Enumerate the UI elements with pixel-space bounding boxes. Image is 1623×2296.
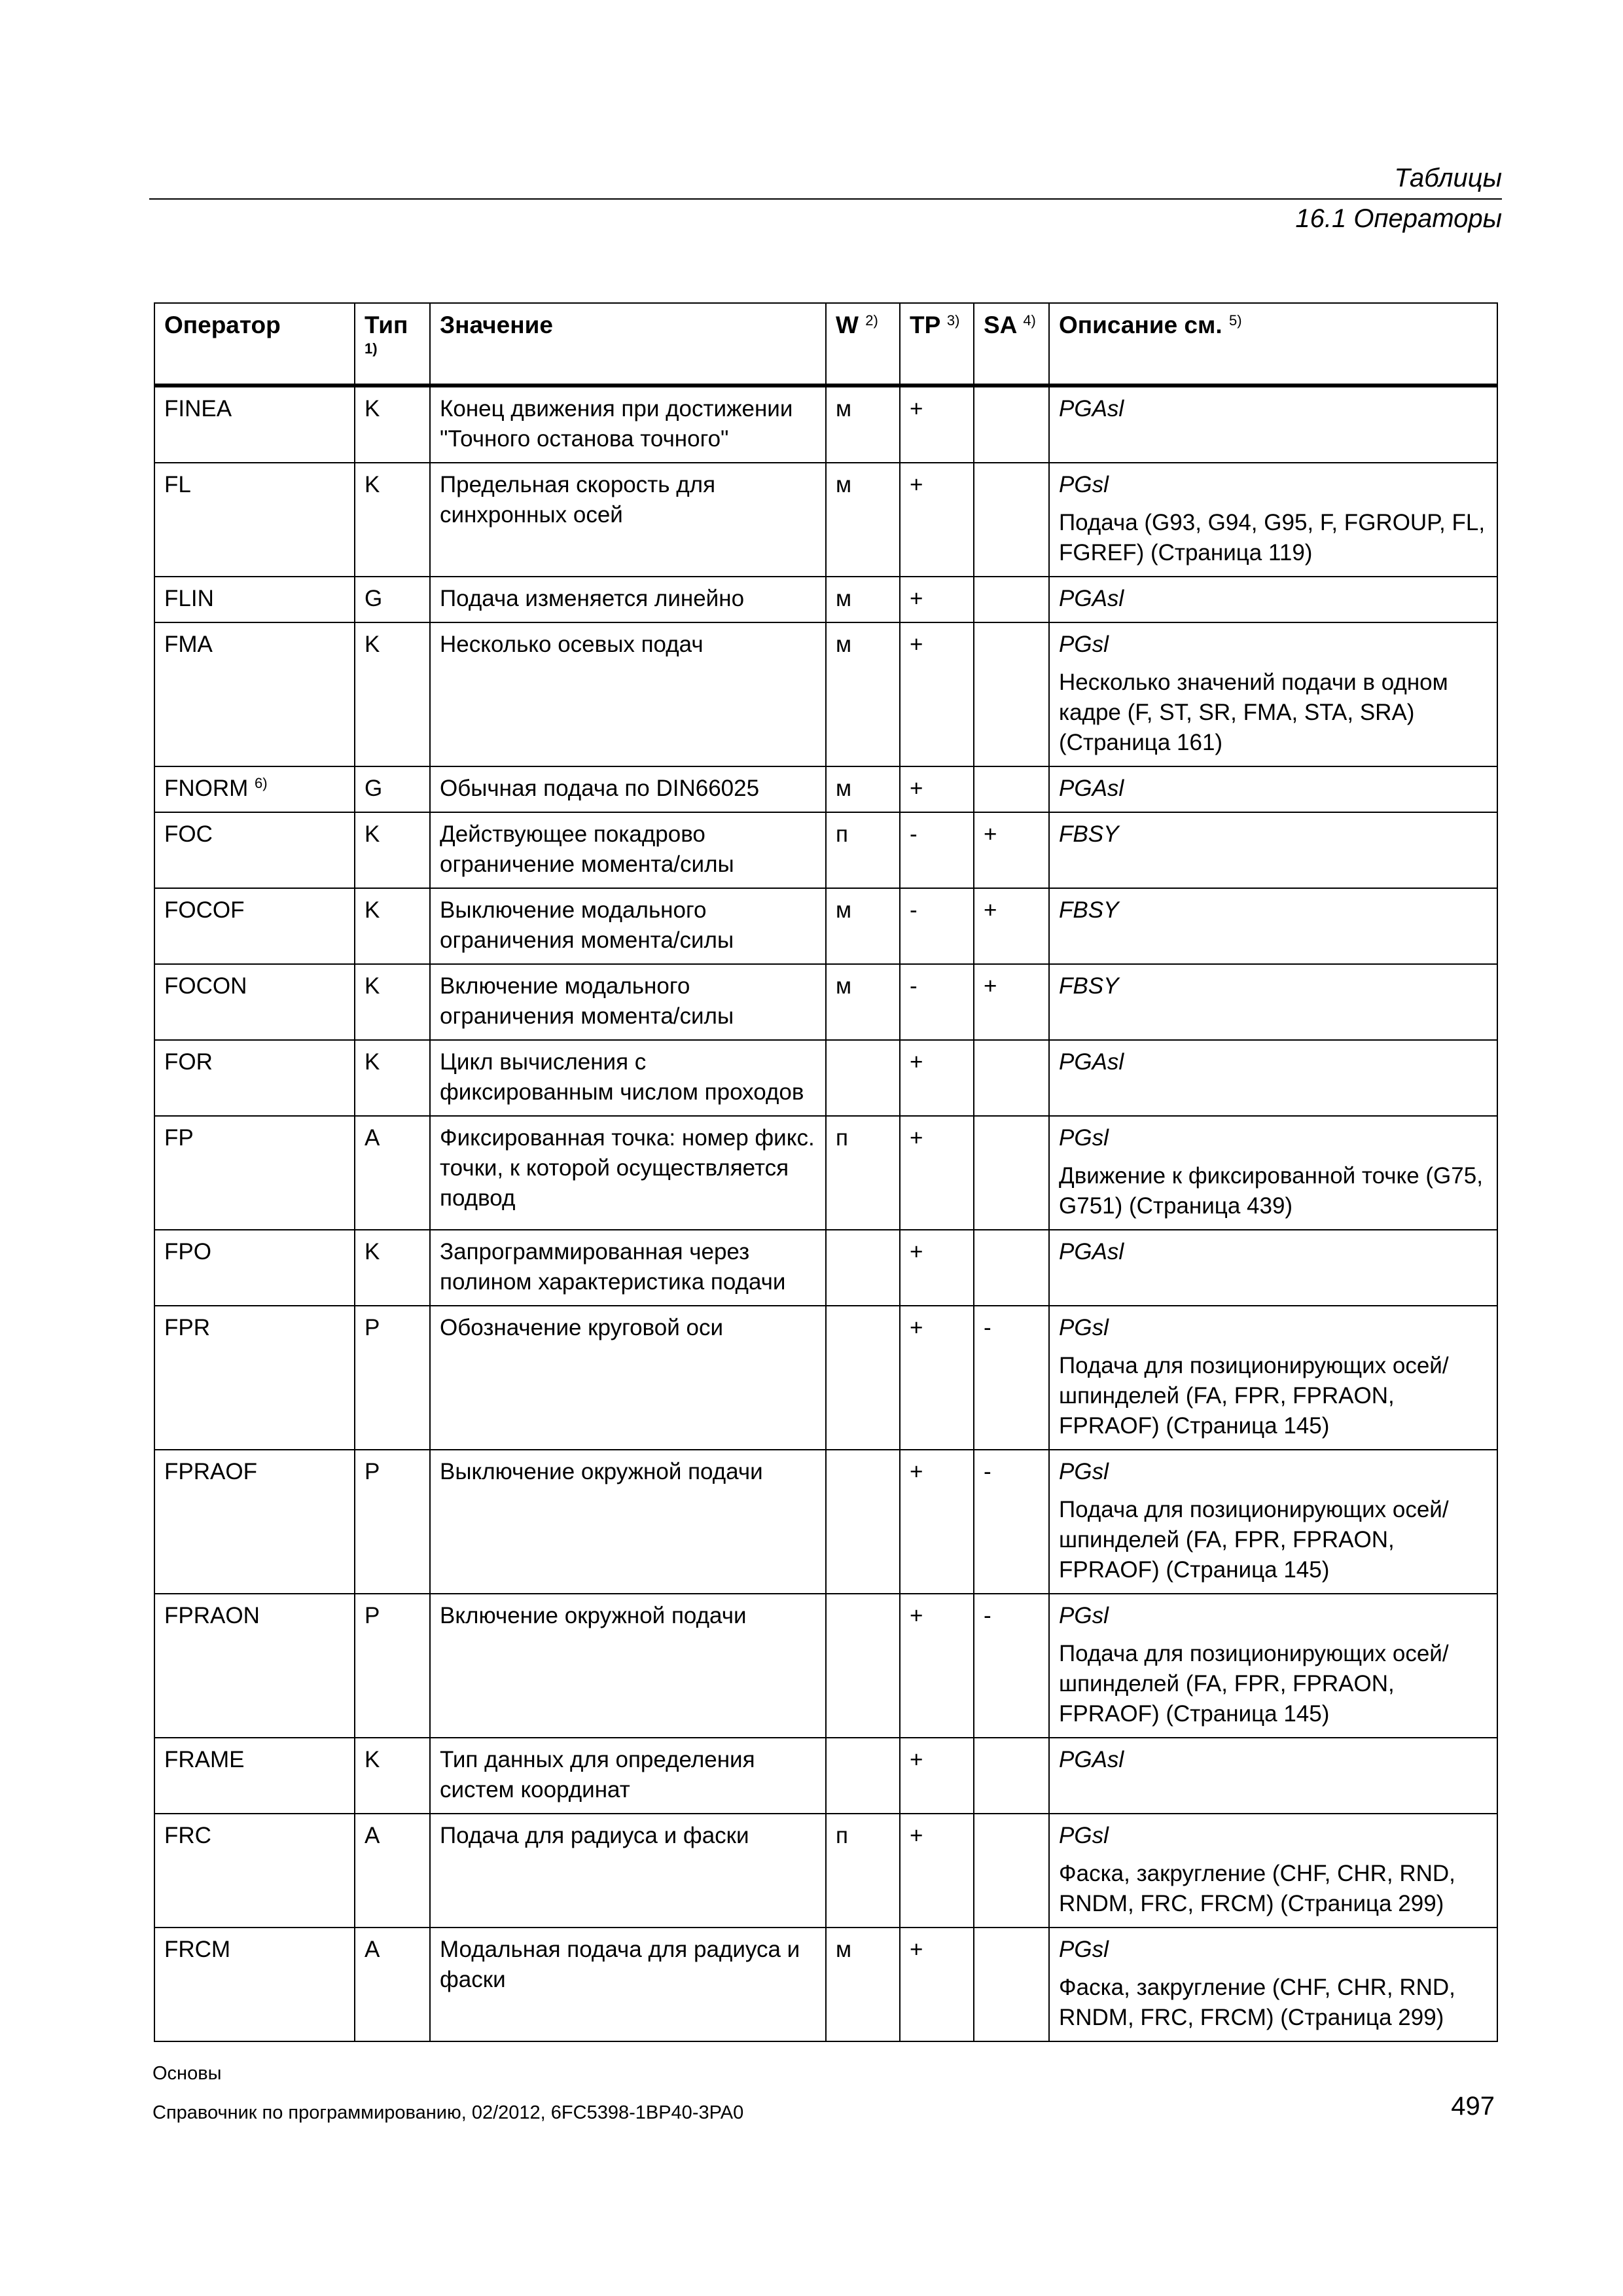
tp-cell xyxy=(900,1450,974,1594)
w-value: п xyxy=(836,821,848,847)
operator-cell xyxy=(154,386,355,463)
type-cell xyxy=(355,577,430,622)
tp-value: + xyxy=(910,1239,923,1265)
reference-code: PGsl xyxy=(1059,1459,1109,1484)
tp-value: + xyxy=(910,776,923,801)
description-cell xyxy=(1049,766,1497,812)
table-row xyxy=(154,812,1497,888)
col-type-note: 1) xyxy=(365,340,378,357)
table-row xyxy=(154,577,1497,622)
w-cell xyxy=(826,463,900,577)
type-cell xyxy=(355,463,430,577)
operator-name: FRCM xyxy=(164,1937,231,1962)
sa-value: - xyxy=(984,1603,991,1628)
table-row xyxy=(154,1116,1497,1230)
meaning-text: Подача изменяется линейно xyxy=(440,586,745,611)
reference-code: PGsl xyxy=(1059,1125,1109,1151)
reference-code: PGAsl xyxy=(1059,776,1124,801)
tp-cell xyxy=(900,1738,974,1814)
operator-name: FP xyxy=(164,1125,194,1151)
sa-cell xyxy=(974,766,1049,812)
reference-code: PGAsl xyxy=(1059,586,1124,611)
operator-name: FRAME xyxy=(164,1747,245,1772)
sa-value: + xyxy=(984,897,997,923)
tp-cell xyxy=(900,1814,974,1928)
w-value: м xyxy=(836,776,852,801)
operator-cell xyxy=(154,1306,355,1450)
type-cell xyxy=(355,1306,430,1450)
w-cell xyxy=(826,812,900,888)
w-cell xyxy=(826,1814,900,1928)
description-cell xyxy=(1049,888,1497,964)
table-row xyxy=(154,1928,1497,2041)
type-cell xyxy=(355,1814,430,1928)
w-cell xyxy=(826,1928,900,2041)
reference-code: PGsl xyxy=(1059,1603,1109,1628)
type-value: K xyxy=(365,897,380,923)
description-text: Подача для позиционирующих осей/шпинделей (FA, FPR, FPRAON, FPRAOF) (Страница 145) xyxy=(1059,1497,1449,1583)
type-value: K xyxy=(365,1049,380,1075)
type-value: K xyxy=(365,973,380,999)
reference-code: PGAsl xyxy=(1059,1049,1124,1075)
meaning-text: Запрограммированная через полином характеристика подачи xyxy=(440,1239,786,1295)
tp-value: + xyxy=(910,1049,923,1075)
table-row xyxy=(154,1594,1497,1738)
col-type: Тип 1) xyxy=(355,303,430,386)
table-body xyxy=(154,386,1497,2041)
type-cell xyxy=(355,812,430,888)
table-row xyxy=(154,888,1497,964)
meaning-cell xyxy=(430,1230,826,1306)
footer-manual: Справочник по программированию, 02/2012, 6FC5398-1BP40-3PA0 xyxy=(152,2102,744,2123)
operator-cell xyxy=(154,577,355,622)
operator-name: FINEA xyxy=(164,396,232,422)
meaning-text: Несколько осевых подач xyxy=(440,632,704,657)
section-title: 16.1 Операторы xyxy=(1295,204,1502,233)
type-cell xyxy=(355,1738,430,1814)
sa-cell xyxy=(974,463,1049,577)
operator-cell xyxy=(154,1928,355,2041)
tp-cell xyxy=(900,812,974,888)
description-text: Несколько значений подачи в одном кадре (F, ST, SR, FMA, STA, SRA) (Страница 161) xyxy=(1059,670,1448,755)
description-cell xyxy=(1049,964,1497,1040)
meaning-cell xyxy=(430,1040,826,1116)
description-cell xyxy=(1049,1928,1497,2041)
tp-value: + xyxy=(910,472,923,497)
meaning-text: Цикл вычисления с фиксированным числом проходов xyxy=(440,1049,804,1105)
type-value: G xyxy=(365,776,383,801)
type-value: K xyxy=(365,821,380,847)
operators-table xyxy=(154,302,1498,2042)
description-text: Подача для позиционирующих осей/шпинделей (FA, FPR, FPRAON, FPRAOF) (Страница 145) xyxy=(1059,1641,1449,1727)
description-cell xyxy=(1049,622,1497,766)
type-value: G xyxy=(365,586,383,611)
description-cell xyxy=(1049,812,1497,888)
meaning-text: Модальная подача для радиуса и фаски xyxy=(440,1937,800,1992)
tp-value: - xyxy=(910,973,918,999)
reference-code: PGAsl xyxy=(1059,1239,1124,1265)
sa-cell xyxy=(974,1230,1049,1306)
sa-cell xyxy=(974,888,1049,964)
type-value: K xyxy=(365,396,380,422)
operator-name: FRC xyxy=(164,1823,211,1848)
tp-value: + xyxy=(910,1937,923,1962)
col-description: Описание см. $^{5)}$ xyxy=(1049,303,1497,386)
meaning-text: Действующее покадрово ограничение момента/силы xyxy=(440,821,734,877)
w-cell xyxy=(826,386,900,463)
tp-cell xyxy=(900,1230,974,1306)
description-cell xyxy=(1049,1814,1497,1928)
sa-cell xyxy=(974,577,1049,622)
w-cell xyxy=(826,766,900,812)
sa-cell xyxy=(974,386,1049,463)
w-cell xyxy=(826,888,900,964)
description-cell xyxy=(1049,1738,1497,1814)
operator-cell xyxy=(154,1450,355,1594)
table-row xyxy=(154,964,1497,1040)
footer-book: Основы xyxy=(152,2063,222,2084)
reference-code: PGAsl xyxy=(1059,1747,1124,1772)
meaning-cell xyxy=(430,812,826,888)
tp-cell xyxy=(900,622,974,766)
operator-name: FOCON xyxy=(164,973,247,999)
w-value: м xyxy=(836,973,852,999)
w-value: м xyxy=(836,1937,852,1962)
w-cell xyxy=(826,1306,900,1450)
reference-code: FBSY xyxy=(1059,973,1119,999)
w-value: м xyxy=(836,897,852,923)
sa-cell xyxy=(974,1116,1049,1230)
reference-code: FBSY xyxy=(1059,897,1119,923)
table-row xyxy=(154,1306,1497,1450)
tp-cell xyxy=(900,386,974,463)
tp-value: - xyxy=(910,821,918,847)
col-operator: Оператор xyxy=(154,303,355,386)
tp-value: - xyxy=(910,897,918,923)
meaning-text: Включение окружной подачи xyxy=(440,1603,747,1628)
description-text: Фаска, закругление (CHF, CHR, RND, RNDM, FRC, FRCM) (Страница 299) xyxy=(1059,1861,1455,1916)
w-cell xyxy=(826,964,900,1040)
w-cell xyxy=(826,1230,900,1306)
tp-cell xyxy=(900,1928,974,2041)
w-cell xyxy=(826,1040,900,1116)
sa-cell xyxy=(974,1450,1049,1594)
w-cell xyxy=(826,1116,900,1230)
meaning-text: Фиксированная точка: номер фикс. точки, к которой осуществляется подвод xyxy=(440,1125,815,1211)
reference-code: PGsl xyxy=(1059,472,1109,497)
col-tp: TP $^{3)}$ xyxy=(900,303,974,386)
col-w: W $^{2)}$ xyxy=(826,303,900,386)
operator-name: FNORM xyxy=(164,776,249,801)
operator-cell xyxy=(154,1738,355,1814)
type-value: P xyxy=(365,1603,380,1628)
w-value: м xyxy=(836,396,852,422)
page-number: 497 xyxy=(1451,2092,1495,2121)
type-cell xyxy=(355,622,430,766)
description-cell xyxy=(1049,1306,1497,1450)
meaning-cell xyxy=(430,1306,826,1450)
description-text: Фаска, закругление (CHF, CHR, RND, RNDM, FRC, FRCM) (Страница 299) xyxy=(1059,1975,1455,2030)
type-cell xyxy=(355,386,430,463)
sa-cell xyxy=(974,622,1049,766)
table-row xyxy=(154,1738,1497,1814)
description-text: Движение к фиксированной точке (G75, G751) (Страница 439) xyxy=(1059,1163,1483,1219)
meaning-text: Включение модального ограничения момента/силы xyxy=(440,973,734,1029)
meaning-text: Подача для радиуса и фаски xyxy=(440,1823,749,1848)
type-cell xyxy=(355,888,430,964)
sa-value: - xyxy=(984,1459,991,1484)
tp-value: + xyxy=(910,1747,923,1772)
description-text: Подача (G93, G94, G95, F, FGROUP, FL, FGREF) (Страница 119) xyxy=(1059,510,1486,565)
type-value: A xyxy=(365,1937,380,1962)
meaning-cell xyxy=(430,463,826,577)
operator-name: FOC xyxy=(164,821,213,847)
sa-cell xyxy=(974,1928,1049,2041)
operator-cell xyxy=(154,888,355,964)
type-value: K xyxy=(365,1747,380,1772)
tp-cell xyxy=(900,1040,974,1116)
meaning-text: Предельная скорость для синхронных осей xyxy=(440,472,716,528)
tp-cell xyxy=(900,1116,974,1230)
reference-code: PGsl xyxy=(1059,1823,1109,1848)
operator-cell xyxy=(154,1594,355,1738)
w-value: п xyxy=(836,1125,848,1151)
type-value: P xyxy=(365,1315,380,1340)
tp-value: + xyxy=(910,1603,923,1628)
sa-value: + xyxy=(984,973,997,999)
tp-value: + xyxy=(910,1315,923,1340)
table-row xyxy=(154,1040,1497,1116)
description-cell xyxy=(1049,1450,1497,1594)
table-row xyxy=(154,1450,1497,1594)
description-text: Подача для позиционирующих осей/шпинделей (FA, FPR, FPRAON, FPRAOF) (Страница 145) xyxy=(1059,1353,1449,1439)
meaning-cell xyxy=(430,1116,826,1230)
meaning-cell xyxy=(430,766,826,812)
table-row xyxy=(154,1230,1497,1306)
type-value: A xyxy=(365,1125,380,1151)
description-cell xyxy=(1049,1040,1497,1116)
sa-cell xyxy=(974,1306,1049,1450)
operator-footnote: 6) xyxy=(255,775,268,791)
meaning-cell xyxy=(430,622,826,766)
tp-cell xyxy=(900,766,974,812)
table-row xyxy=(154,622,1497,766)
description-cell xyxy=(1049,386,1497,463)
description-cell xyxy=(1049,1594,1497,1738)
description-cell xyxy=(1049,577,1497,622)
table-row xyxy=(154,1814,1497,1928)
operator-cell xyxy=(154,1116,355,1230)
reference-code: PGAsl xyxy=(1059,396,1124,422)
description-cell xyxy=(1049,1230,1497,1306)
type-cell xyxy=(355,1230,430,1306)
tp-cell xyxy=(900,1306,974,1450)
tp-cell xyxy=(900,888,974,964)
type-cell xyxy=(355,1594,430,1738)
meaning-cell xyxy=(430,1594,826,1738)
description-cell xyxy=(1049,463,1497,577)
operator-name: FOR xyxy=(164,1049,213,1075)
table-row xyxy=(154,386,1497,463)
tp-cell xyxy=(900,577,974,622)
reference-code: PGsl xyxy=(1059,1315,1109,1340)
sa-value: + xyxy=(984,821,997,847)
sa-cell xyxy=(974,1040,1049,1116)
sa-cell xyxy=(974,1814,1049,1928)
type-cell xyxy=(355,1116,430,1230)
tp-value: + xyxy=(910,1125,923,1151)
meaning-cell xyxy=(430,386,826,463)
operator-cell xyxy=(154,766,355,812)
operator-name: FLIN xyxy=(164,586,214,611)
sa-cell xyxy=(974,964,1049,1040)
meaning-text: Выключение окружной подачи xyxy=(440,1459,763,1484)
reference-code: FBSY xyxy=(1059,821,1119,847)
tp-value: + xyxy=(910,396,923,422)
operator-cell xyxy=(154,1814,355,1928)
tp-value: + xyxy=(910,632,923,657)
type-value: K xyxy=(365,632,380,657)
meaning-text: Выключение модального ограничения момента/силы xyxy=(440,897,734,953)
operator-name: FPRAON xyxy=(164,1603,260,1628)
col-meaning: Значение xyxy=(430,303,826,386)
operator-name: FMA xyxy=(164,632,213,657)
meaning-cell xyxy=(430,1928,826,2041)
operator-cell xyxy=(154,812,355,888)
tp-cell xyxy=(900,1594,974,1738)
meaning-cell xyxy=(430,888,826,964)
w-cell xyxy=(826,1738,900,1814)
description-cell xyxy=(1049,1116,1497,1230)
type-value: P xyxy=(365,1459,380,1484)
operator-cell xyxy=(154,463,355,577)
w-cell xyxy=(826,1594,900,1738)
meaning-cell xyxy=(430,1450,826,1594)
operator-name: FPRAOF xyxy=(164,1459,257,1484)
operator-name: FPR xyxy=(164,1315,210,1340)
meaning-cell xyxy=(430,964,826,1040)
w-value: м xyxy=(836,586,852,611)
operator-name: FOCOF xyxy=(164,897,245,923)
type-cell xyxy=(355,1928,430,2041)
reference-code: PGsl xyxy=(1059,1937,1109,1962)
tp-value: + xyxy=(910,586,923,611)
col-sa: SA $^{4)}$ xyxy=(974,303,1049,386)
chapter-title: Таблицы xyxy=(1394,164,1502,192)
type-cell xyxy=(355,1040,430,1116)
operator-cell xyxy=(154,1040,355,1116)
meaning-cell xyxy=(430,577,826,622)
meaning-text: Обычная подача по DIN66025 xyxy=(440,776,760,801)
type-value: A xyxy=(365,1823,380,1848)
operator-cell xyxy=(154,622,355,766)
w-value: п xyxy=(836,1823,848,1848)
meaning-text: Обозначение круговой оси xyxy=(440,1315,723,1340)
meaning-text: Тип данных для определения систем координат xyxy=(440,1747,755,1803)
w-cell xyxy=(826,577,900,622)
sa-value: - xyxy=(984,1315,991,1340)
type-value: K xyxy=(365,472,380,497)
type-value: K xyxy=(365,1239,380,1265)
operator-cell xyxy=(154,964,355,1040)
sa-cell xyxy=(974,1594,1049,1738)
reference-code: PGsl xyxy=(1059,632,1109,657)
operator-name: FL xyxy=(164,472,191,497)
type-cell xyxy=(355,964,430,1040)
w-cell xyxy=(826,1450,900,1594)
table-row xyxy=(154,463,1497,577)
meaning-cell xyxy=(430,1814,826,1928)
meaning-cell xyxy=(430,1738,826,1814)
operator-cell xyxy=(154,1230,355,1306)
type-cell xyxy=(355,766,430,812)
tp-value: + xyxy=(910,1459,923,1484)
w-cell xyxy=(826,622,900,766)
operator-name: FPO xyxy=(164,1239,211,1265)
w-value: м xyxy=(836,472,852,497)
table-header-row xyxy=(154,303,1497,386)
meaning-text: Конец движения при достижении "Точного останова точного" xyxy=(440,396,793,452)
sa-cell xyxy=(974,812,1049,888)
tp-value: + xyxy=(910,1823,923,1848)
tp-cell xyxy=(900,463,974,577)
w-value: м xyxy=(836,632,852,657)
type-cell xyxy=(355,1450,430,1594)
table-row xyxy=(154,766,1497,812)
tp-cell xyxy=(900,964,974,1040)
sa-cell xyxy=(974,1738,1049,1814)
header-rule xyxy=(149,198,1502,200)
